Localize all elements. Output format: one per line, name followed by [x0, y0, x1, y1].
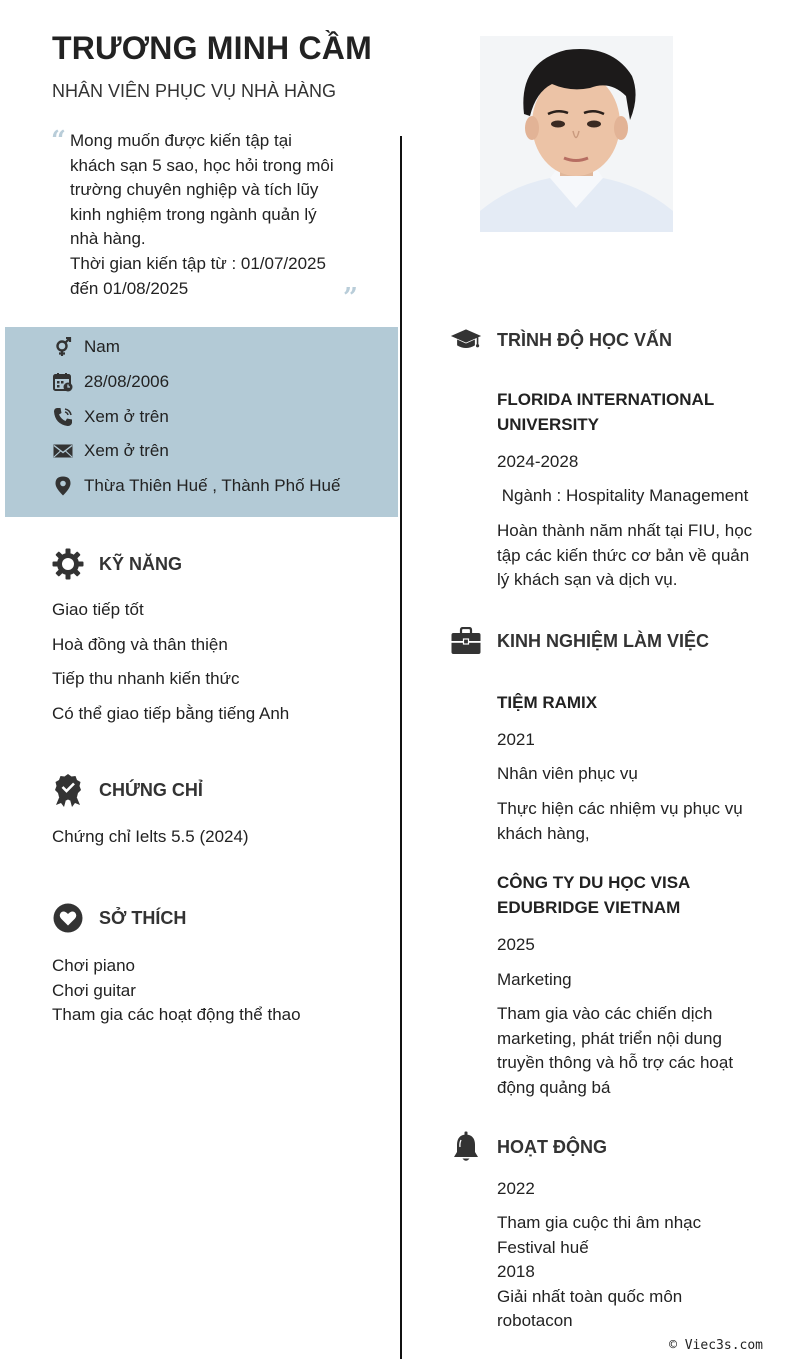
certificates-section-title [52, 774, 203, 806]
objective-line: khách sạn 5 sao, học hỏi trong môi [70, 155, 334, 175]
job-company: TIỆM RAMIX [497, 693, 598, 712]
school-name-line: UNIVERSITY [497, 414, 600, 434]
objective-line: trường chuyên nghiệp và tích lũy [70, 180, 319, 200]
gear-icon [52, 548, 84, 580]
hobby-item: Chơi piano [52, 956, 135, 975]
skill-item: Có thể giao tiếp bằng tiếng Anh [52, 704, 290, 723]
skill-item: Tiếp thu nhanh kiến thức [52, 669, 240, 688]
certificate-item: Chứng chỉ Ielts 5.5 (2024) [52, 827, 249, 846]
phone-row [53, 405, 169, 429]
hobbies-list [52, 954, 301, 1028]
education-title: TRÌNH ĐỘ HỌC VẤN [497, 329, 672, 350]
job-company-line: CÔNG TY DU HỌC VISA [497, 873, 691, 892]
location-pin-icon [53, 476, 73, 496]
footer-watermark[interactable]: © Viec3s.com [669, 1338, 763, 1353]
school-name-line: FLORIDA INTERNATIONAL [497, 390, 715, 409]
activity-line: robotacon [497, 1311, 573, 1331]
objective-line: đến 01/08/2025 [70, 278, 189, 298]
activities-list [497, 1211, 701, 1334]
skills-section-title [52, 548, 182, 580]
phone-icon [53, 407, 73, 427]
activities-year: 2022 [497, 1179, 535, 1198]
contact-info-box [5, 327, 398, 517]
column-divider [400, 136, 402, 1359]
experience-section-title [450, 625, 709, 657]
job-description [497, 1002, 733, 1100]
education-section-title [450, 324, 672, 356]
job-description-line: truyền thông và hỗ trợ các hoạt [497, 1053, 734, 1073]
skills-title: KỸ NĂNG [99, 553, 183, 574]
candidate-name: TRƯƠNG MINH CẦM [52, 30, 372, 66]
education-description [497, 519, 752, 593]
job-title: NHÂN VIÊN PHỤC VỤ NHÀ HÀNG [52, 81, 337, 101]
objective-line: Thời gian kiến tập từ : 01/07/2025 [70, 253, 326, 273]
calendar-icon [53, 372, 73, 392]
education-description-line: tập các kiến thức cơ bản về quản [497, 545, 750, 565]
activity-line: Giải nhất toàn quốc môn [497, 1286, 683, 1306]
bell-icon [450, 1131, 482, 1163]
certificates-title: CHỨNG CHỈ [99, 779, 203, 800]
job-description [497, 797, 743, 846]
job-position: Marketing [497, 970, 572, 989]
education-major: Ngành : Hospitality Management [497, 486, 749, 505]
email-icon [53, 441, 73, 461]
education-description-line: lý khách sạn và dịch vụ. [497, 570, 678, 590]
heart-icon [52, 902, 84, 934]
email-value: Xem ở trên [84, 441, 169, 460]
profile-photo [480, 36, 673, 232]
phone-value: Xem ở trên [84, 407, 169, 426]
address-row [53, 474, 340, 498]
gender-row [53, 335, 120, 359]
hobbies-section-title [52, 902, 186, 934]
skill-item: Giao tiếp tốt [52, 600, 144, 619]
email-row [53, 439, 169, 463]
address-value: Thừa Thiên Huế , Thành Phố Huế [84, 476, 341, 495]
job-description-line: khách hàng, [497, 823, 590, 843]
birthday-value: 28/08/2006 [84, 372, 170, 391]
job-year: 2025 [497, 935, 535, 954]
activity-line: 2018 [497, 1262, 535, 1282]
activity-line: Tham gia cuộc thi âm nhạc [497, 1213, 702, 1232]
job-description-line: động quảng bá [497, 1077, 611, 1097]
job-company-line: EDUBRIDGE VIETNAM [497, 897, 681, 917]
hobby-item: Tham gia các hoạt động thể thao [52, 1005, 301, 1025]
birthday-row [53, 370, 169, 394]
objective-line: nhà hàng. [70, 229, 146, 249]
job-description-line: Tham gia vào các chiến dịch [497, 1004, 713, 1023]
job-year: 2021 [497, 730, 535, 749]
graduation-cap-icon [450, 324, 482, 356]
job-position: Nhân viên phục vụ [497, 764, 638, 783]
hobbies-title: SỞ THÍCH [99, 907, 187, 928]
objective-line: Mong muốn được kiến tập tại [70, 131, 292, 150]
award-badge-icon [52, 774, 84, 806]
education-description-line: Hoàn thành năm nhất tại FIU, học [497, 521, 753, 540]
gender-icon [53, 337, 73, 357]
job-company [497, 871, 690, 920]
education-period: 2024-2028 [497, 452, 579, 471]
activities-title: HOẠT ĐỘNG [497, 1136, 607, 1157]
close-quote-icon: ” [343, 283, 358, 313]
hobby-item: Chơi guitar [52, 980, 136, 1000]
career-objective [70, 129, 350, 301]
activities-section-title [450, 1131, 607, 1163]
school-name [497, 388, 714, 437]
objective-line: kinh nghiệm trong ngành quản lý [70, 204, 317, 224]
experience-title: KINH NGHIỆM LÀM VIỆC [497, 630, 710, 651]
skill-item: Hoà đồng và thân thiện [52, 635, 228, 654]
briefcase-icon [450, 625, 482, 657]
gender-value: Nam [84, 337, 120, 356]
activity-line: Festival huế [497, 1237, 589, 1257]
job-description-line: Thực hiện các nhiệm vụ phục vụ [497, 799, 743, 818]
job-description-line: marketing, phát triển nội dung [497, 1028, 722, 1048]
open-quote-icon: “ [51, 126, 66, 156]
